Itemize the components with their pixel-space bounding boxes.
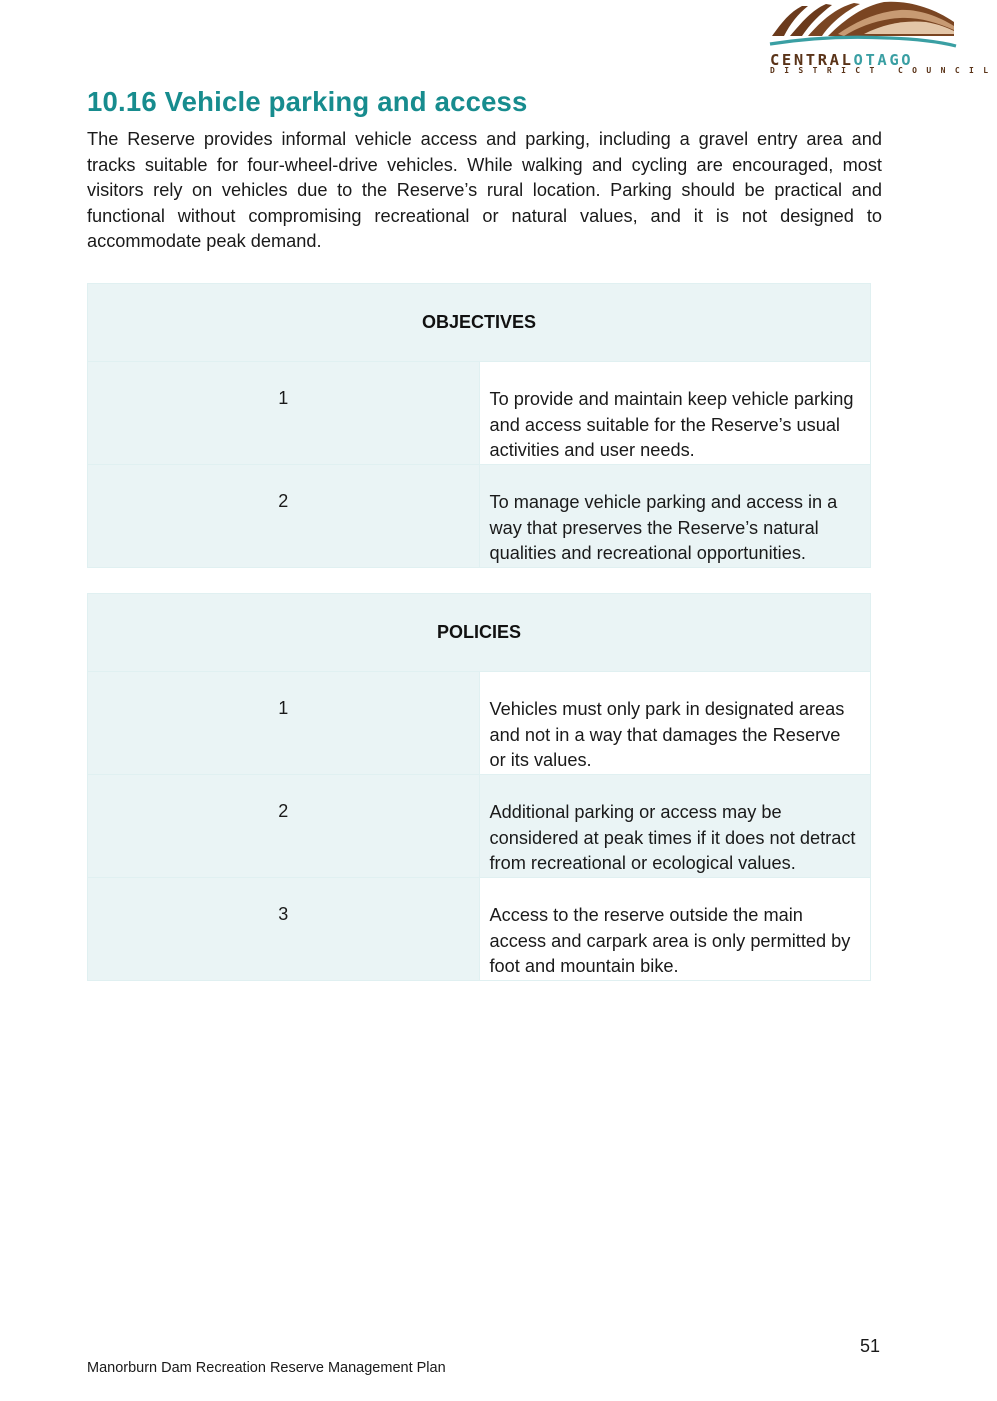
row-text: Access to the reserve outside the main access and carpark area is only permitted by foot and mountain bike. [479, 878, 871, 981]
logo-word-otago: OTAGO [853, 51, 914, 69]
table-row [88, 672, 871, 775]
table-row [88, 362, 871, 465]
council-logo [768, 0, 997, 80]
row-number: 1 [88, 672, 480, 775]
logo-word-central: CENTRAL [770, 51, 854, 69]
row-number: 2 [88, 465, 480, 568]
section-title: 10.16 Vehicle parking and access [87, 86, 528, 117]
policies-heading: POLICIES [88, 594, 871, 672]
row-text: Vehicles must only park in designated areas and not in a way that damages the Reserve or its values. [479, 672, 871, 775]
logo-subtitle: DISTRICT COUNCIL [770, 66, 997, 75]
row-text: To manage vehicle parking and access in a way that preserves the Reserve’s natural qualities and recreational opportunities. [479, 465, 871, 568]
objectives-heading: OBJECTIVES [88, 284, 871, 362]
row-number: 1 [88, 362, 480, 465]
table-row [88, 775, 871, 878]
page-number: 51 [860, 1336, 881, 1356]
hills-logo-icon [768, 0, 958, 52]
objectives-table [87, 283, 871, 568]
row-number: 3 [88, 878, 480, 981]
section-intro: The Reserve provides informal vehicle access and parking, including a gravel entry area and tracks suitable for four-wheel-drive vehicles. While walking and cycling are encouraged, most visitors rely on vehicles due to the Reserve’s rural location. Parking should be practical and functional without compromising recreational or natural values, and it is not designed to accommodate peak demand. [87, 129, 882, 252]
row-number: 2 [88, 775, 480, 878]
table-row [88, 465, 871, 568]
row-text: Additional parking or access may be considered at peak times if it does not detract from recreational or ecological values. [479, 775, 871, 878]
table-row [88, 878, 871, 981]
footer-document-title: Manorburn Dam Recreation Reserve Management Plan [87, 1360, 446, 1376]
row-text: To provide and maintain keep vehicle parking and access suitable for the Reserve’s usual activities and user needs. [479, 362, 871, 465]
policies-table [87, 593, 871, 981]
